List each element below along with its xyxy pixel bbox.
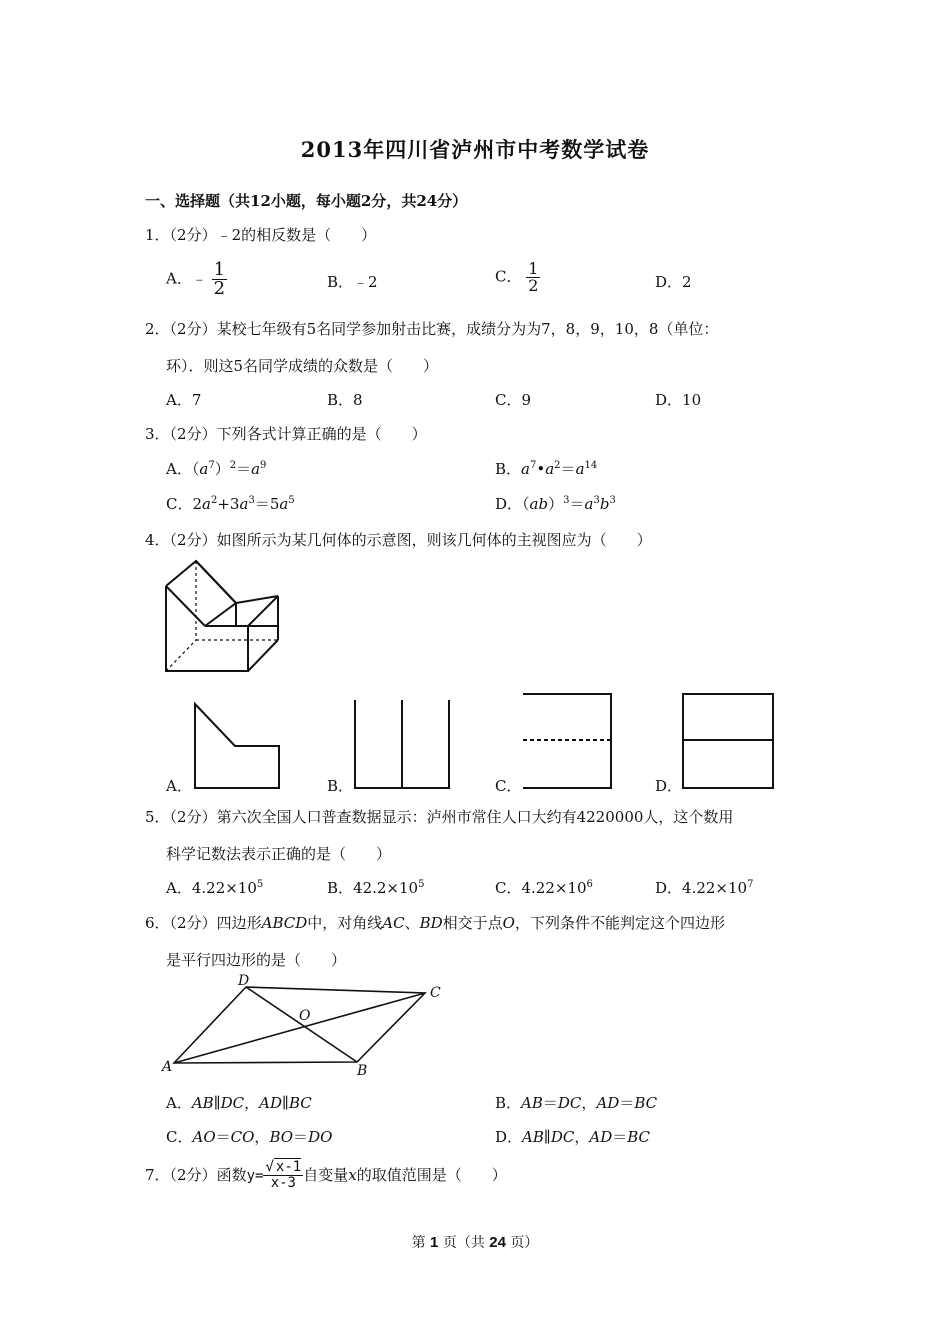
numerator: 1 <box>213 259 226 280</box>
option-6d <box>495 1126 650 1147</box>
option-label: D． <box>495 495 523 513</box>
question-text: ﹣2的相反数是（ ） <box>216 226 377 244</box>
option-label: A． <box>166 269 192 288</box>
option-1c <box>495 261 540 294</box>
page-footer <box>0 1232 950 1252</box>
center-label-o: O <box>299 1008 311 1024</box>
question-6-cont: 是平行四边形的是（ ） <box>166 951 347 969</box>
question-score: （2分） <box>169 226 217 244</box>
question-number: 1． <box>145 226 170 244</box>
option-3c <box>166 493 295 514</box>
question-text: 函数 <box>216 1165 247 1184</box>
radicand: x-1 <box>275 1159 302 1175</box>
question-score: （2分） <box>169 425 217 443</box>
question-5 <box>145 806 733 827</box>
question-number: 7． <box>145 1165 170 1184</box>
question-4 <box>145 529 652 550</box>
vertex-label-b: B <box>357 1063 368 1079</box>
exponent: 5 <box>256 879 264 890</box>
question-text: 下列各式计算正确的是（ ） <box>216 425 427 443</box>
option-2a: A．7 <box>166 391 202 409</box>
math-expression: AB∥DC，AD∥BC <box>191 1094 312 1112</box>
option-label: C． <box>166 1128 193 1146</box>
page-title: 2013年四川省泸州市中考数学试卷 <box>300 137 650 162</box>
total-pages: 24 <box>489 1234 506 1251</box>
question-score: （2分） <box>169 531 217 549</box>
footer-text: 第 <box>411 1235 426 1251</box>
math-var: x <box>348 1165 357 1184</box>
denominator: 2 <box>213 278 226 299</box>
section-heading: 一、选择题（共12小题，每小题2分，共24分） <box>145 192 468 210</box>
math-expression: $2a^2+3a^3=5a^5$ <box>192 495 295 513</box>
option-label: D． <box>495 1128 523 1146</box>
question-text: 四边形 <box>216 914 262 932</box>
option-label: A． <box>166 1094 192 1112</box>
question-number: 3． <box>145 425 170 443</box>
question-1 <box>145 224 376 245</box>
option-5d <box>655 877 753 898</box>
question-text: 某校七年级有5名同学参加射击比赛，成绩分为为7，8，9，10，8（单位： <box>216 320 719 338</box>
option-6c <box>166 1126 332 1147</box>
question-2-cont: 环）．则这5名同学成绩的众数是（ ） <box>166 357 439 375</box>
option-5b <box>327 877 424 898</box>
option-3d <box>495 493 616 514</box>
math-expression: $a^7•a^2=a^{14}$ <box>521 460 598 478</box>
option-3a <box>166 458 266 479</box>
geometry-solid-figure <box>160 558 285 676</box>
question-score: （2分） <box>169 320 217 338</box>
question-2 <box>145 318 718 339</box>
vertex-label-d: D <box>238 973 250 989</box>
math-expression: $(a^7)^2=a^9$ <box>191 460 267 478</box>
option-label: C． <box>495 267 522 286</box>
front-view-option-c <box>521 692 615 792</box>
math-var: ABCD <box>261 914 308 932</box>
footer-text: 页（共 <box>442 1235 485 1251</box>
footer-text: 页） <box>510 1235 539 1251</box>
page-number: 1 <box>430 1234 439 1251</box>
minus-sign: ﹣ <box>191 269 207 288</box>
option-2d: D．10 <box>655 391 702 409</box>
denominator: 2 <box>528 276 539 295</box>
function-fraction <box>263 1160 303 1192</box>
numerator: 1 <box>528 259 539 278</box>
question-text: 自变量 <box>303 1165 349 1184</box>
question-score: （2分） <box>169 808 217 826</box>
option-2b: B．8 <box>327 391 363 409</box>
math-var: O <box>502 914 515 932</box>
vertex-label-c: C <box>430 985 441 1001</box>
math-expression: AO＝CO，BO＝DO <box>192 1128 333 1146</box>
exponent: 7 <box>747 879 754 890</box>
fraction-numerator: √ x-1 <box>265 1159 302 1175</box>
option-5a <box>166 877 263 898</box>
exponent: 5 <box>418 879 425 890</box>
math-expression: AB＝DC，AD＝BC <box>521 1094 658 1112</box>
question-text: ，下列条件不能判定这个四边形 <box>514 914 725 932</box>
option-4d-label: D． <box>655 777 683 795</box>
question-number: 6． <box>145 914 170 932</box>
option-label: A． <box>166 460 192 478</box>
option-label: B． <box>495 1094 522 1112</box>
parallelogram-figure <box>160 975 450 1080</box>
question-6 <box>145 912 725 933</box>
question-number: 2． <box>145 320 170 338</box>
option-6b <box>495 1092 657 1113</box>
option-6a <box>166 1092 312 1113</box>
option-1b: B．﹣2 <box>327 273 378 291</box>
vertex-label-a: A <box>162 1059 173 1075</box>
question-5-cont: 科学记数法表示正确的是（ ） <box>166 845 392 863</box>
option-1d: D．2 <box>655 273 692 291</box>
question-7 <box>145 1160 507 1192</box>
option-label: C． <box>166 495 193 513</box>
option-label: B． <box>495 460 522 478</box>
option-4b-label: B． <box>327 777 354 795</box>
question-text: 相交于点 <box>442 914 503 932</box>
question-text: 中，对角线 <box>307 914 383 932</box>
option-4a-label: A． <box>166 777 192 795</box>
front-view-option-a <box>193 702 283 792</box>
fraction-denominator: x-3 <box>270 1175 296 1192</box>
question-score: （2分） <box>169 914 217 932</box>
option-text: A．4.22×10 <box>166 879 257 897</box>
question-score: （2分） <box>169 1165 217 1184</box>
option-3b <box>495 458 597 479</box>
fraction <box>526 261 540 294</box>
option-4c-label: C． <box>495 777 522 795</box>
question-text: 、 <box>404 914 420 932</box>
option-text: C．4.22×10 <box>495 879 587 897</box>
fraction <box>212 261 227 298</box>
math-expression: $(ab)^3=a^3b^3$ <box>522 495 616 513</box>
question-number: 5． <box>145 808 170 826</box>
front-view-option-b <box>353 700 453 792</box>
function-y: y= <box>246 1167 264 1184</box>
option-2c: C．9 <box>495 391 532 409</box>
math-var: AC <box>382 914 405 932</box>
option-text: B．42.2×10 <box>327 879 419 897</box>
option-5c <box>495 877 593 898</box>
math-expression: AB∥DC，AD＝BC <box>522 1128 651 1146</box>
question-number: 4． <box>145 531 170 549</box>
math-var: BD <box>419 914 443 932</box>
exponent: 6 <box>586 879 593 890</box>
question-text: 的取值范围是（ ） <box>356 1165 507 1184</box>
front-view-option-d <box>681 692 777 792</box>
option-text: D．4.22×10 <box>655 879 748 897</box>
question-text: 第六次全国人口普查数据显示：泸州市常住人口大约有4220000人，这个数用 <box>216 808 734 826</box>
option-1a <box>166 261 227 298</box>
question-3 <box>145 423 427 444</box>
question-text: 如图所示为某几何体的示意图，则该几何体的主视图应为（ ） <box>216 531 652 549</box>
